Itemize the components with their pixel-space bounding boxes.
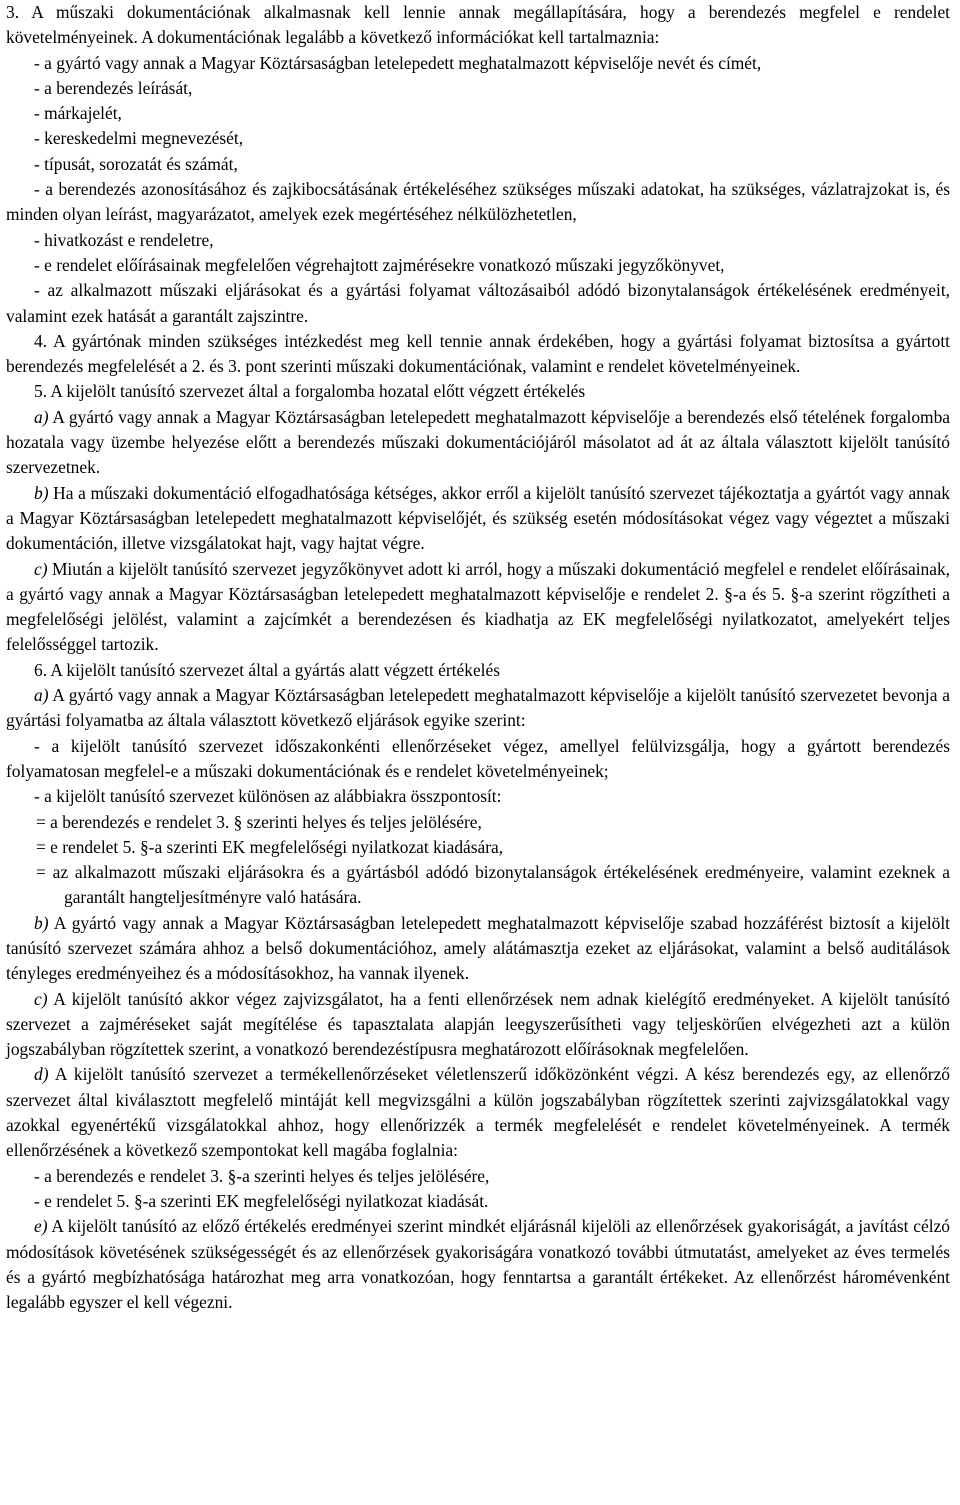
point-6-heading: 6. A kijelölt tanúsító szervezet által a gyártás alatt végzett értékelés — [34, 659, 500, 680]
list-item: - a gyártó vagy annak a Magyar Köztársaságban letelepedett meghatalmazott képviselője nevét és címét, — [34, 52, 762, 73]
list-item: - a kijelölt tanúsító szervezet időszakonkénti ellenőrzéseket végez, amellyel felülvizsgálja, hogy a gyártott berendezés folyamatosan megfelel-e a műszaki dokumentációnak és e rendelet követelményeinek; — [6, 735, 950, 781]
subpoint-marker: a) — [34, 685, 49, 706]
subpoint-text: A gyártó vagy annak a Magyar Köztársaságban letelepedett meghatalmazott képviselője szabad hozzáférést biztosít a kijelölt tanúsító szervezet számára ahhoz a belső dokumentációhoz, amely alátámasztja ezeket az eljárásokat, valamint a belső auditálások tényleges eredményeihez és a módosításokhoz, ha vannak ilyenek. — [6, 912, 950, 984]
subpoint-marker: e) — [34, 1216, 48, 1237]
list-item: - e rendelet 5. §-a szerinti EK megfelelőségi nyilatkozat kiadását. — [34, 1190, 489, 1211]
point-3-intro: 3. A műszaki dokumentációnak alkalmasnak kell lennie annak megállapítására, hogy a berendezés megfelel e rendelet követelményeinek. A dokumentációnak legalább a következő információkat kell tartalmaznia: — [6, 2, 950, 48]
subpoint-6c — [6, 987, 950, 1063]
subpoint-text: A kijelölt tanúsító szervezet a termékellenőrzéseket véletlenszerű időközönként végzi. A kész berendezés egy, az ellenőrző szervezet által kiválasztott megfelelő mintáját kell megvizsgálni a külön jogszabályban rögzítettek szerinti zajvizsgálatokkal vagy azokkal egyenértékű vizsgálatokkal ahhoz, hogy ellenőrizzék a termék megfelelését e rendelet követelményeinek. A termék ellenőrzésének a következő szempontokat kell magába foglalnia: — [6, 1064, 950, 1161]
subpoint-5a — [6, 405, 950, 481]
subpoint-marker: c) — [34, 988, 48, 1009]
subpoint-6b — [6, 911, 950, 987]
subpoint-text: A gyártó vagy annak a Magyar Köztársaságban letelepedett meghatalmazott képviselője a kijelölt tanúsító szervezetet bevonja a gyártási folyamatba az általa választott következő eljárások egyike szerint: — [6, 685, 950, 731]
subpoint-6a — [6, 683, 950, 734]
subpoint-6e — [6, 1214, 950, 1315]
list-item: - a berendezés azonosításához és zajkibocsátásának értékeléséhez szükséges műszaki adatokat, ha szükséges, vázlatrajzokat is, és minden olyan leírást, magyarázatot, amelyek ezek megértéséhez nélkülözhetetlen, — [6, 179, 950, 225]
subpoint-marker: b) — [34, 482, 49, 503]
list-item: - e rendelet előírásainak megfelelően végrehajtott zajmérésekre vonatkozó műszaki jegyzőkönyvet, — [34, 254, 725, 275]
subpoint-5c — [6, 557, 950, 658]
list-item: - kereskedelmi megnevezését, — [34, 128, 244, 149]
sub-list-item: = e rendelet 5. §-a szerinti EK megfelelőségi nyilatkozat kiadására, — [36, 836, 504, 857]
list-item: - típusát, sorozatát és számát, — [34, 153, 238, 174]
subpoint-text: A gyártó vagy annak a Magyar Köztársaságban letelepedett meghatalmazott képviselője a berendezés első tételének forgalomba hozatala vagy üzembe helyezése előtt a berendezés műszaki dokumentációjáról másolatot ad át az általa választott kijelölt tanúsító szervezetnek. — [6, 406, 950, 478]
list-item: - hivatkozást e rendeletre, — [34, 229, 214, 250]
subpoint-6d — [6, 1062, 950, 1163]
list-item: - a berendezés e rendelet 3. §-a szerinti helyes és teljes jelölésére, — [34, 1165, 490, 1186]
subpoint-text: Ha a műszaki dokumentáció elfogadhatósága kétséges, akkor erről a kijelölt tanúsító szervezet tájékoztatja a gyártót vagy annak a Magyar Köztársaságban letelepedett meghatalmazott képviselőjét, és szükség esetén módosításokat végez vagy végeztet a műszaki dokumentáción, illetve vizsgálatokat hajt, vagy hajtat végre. — [6, 482, 950, 554]
subpoint-marker: d) — [34, 1064, 49, 1085]
subpoint-text: A kijelölt tanúsító az előző értékelés eredményei szerint mindkét eljárásnál kijelöli az ellenőrzések gyakoriságát, a javítást célzó módosítások követésének szükségességét és az ellenőrzések gyakoriságára vonatkozó további útmutatást, amelyeket az éves termelés és a gyártó megbízhatósága határozhat meg arra vonatkozóan, hogy fenntartsa a garantált értékeket. Az ellenőrzést háromévenként legalább egyszer el kell végezni. — [6, 1216, 950, 1313]
subpoint-marker: c) — [34, 558, 48, 579]
sub-list-item: = a berendezés e rendelet 3. § szerinti helyes és teljes jelölésére, — [36, 811, 482, 832]
list-item: - a kijelölt tanúsító szervezet különösen az alábbiakra összpontosít: — [34, 786, 502, 807]
subpoint-text: Miután a kijelölt tanúsító szervezet jegyzőkönyvet adott ki arról, hogy a műszaki dokumentáció megfelel e rendelet előírásainak, a gyártó vagy annak a Magyar Köztársaságban letelepedett meghatalmazott képviselője e rendelet 2. §-a és 5. §-a szerint rögzítheti a megfelelőségi jelölést, valamint a zajcímkét a berendezésen és kiadhatja az EK megfelelőségi nyilatkozatot, amelyekért teljes felelősséggel tartozik. — [6, 558, 950, 655]
point-5-heading: 5. A kijelölt tanúsító szervezet által a forgalomba hozatal előtt végzett értékelés — [34, 381, 586, 402]
point-4: 4. A gyártónak minden szükséges intézkedést meg kell tennie annak érdekében, hogy a gyártási folyamat biztosítsa a gyártott berendezés megfelelését a 2. és 3. pont szerinti műszaki dokumentációnak, valamint e rendelet követelményeinek. — [6, 330, 950, 377]
subpoint-5b — [6, 481, 950, 557]
list-item: - márkajelét, — [34, 103, 122, 124]
subpoint-marker: b) — [34, 912, 49, 933]
list-item: - a berendezés leírását, — [34, 77, 193, 98]
subpoint-text: A kijelölt tanúsító akkor végez zajvizsgálatot, ha a fenti ellenőrzések nem adnak kielégítő eredményeket. A kijelölt tanúsító szervezet a zajméréseket saját megítélése és tapasztalata alapján leegyszerűsítheti vagy teljeskörűen elvégezheti azt a külön jogszabályban rögzítettek szerint, a vonatkozó berendezéstípusra meghatározott előírásoknak megfelelően. — [6, 988, 950, 1060]
subpoint-marker: a) — [34, 406, 49, 427]
sub-list-item: = az alkalmazott műszaki eljárásokra és a gyártásból adódó bizonytalanságok értékelésének eredményeire, valamint ezeknek a garantált hangteljesítményre való hatására. — [36, 862, 950, 908]
list-item: - az alkalmazott műszaki eljárásokat és a gyártási folyamat változásaiból adódó bizonytalanságok értékelésének eredményeit, valamint ezek hatását a garantált zajszintre. — [6, 280, 950, 326]
